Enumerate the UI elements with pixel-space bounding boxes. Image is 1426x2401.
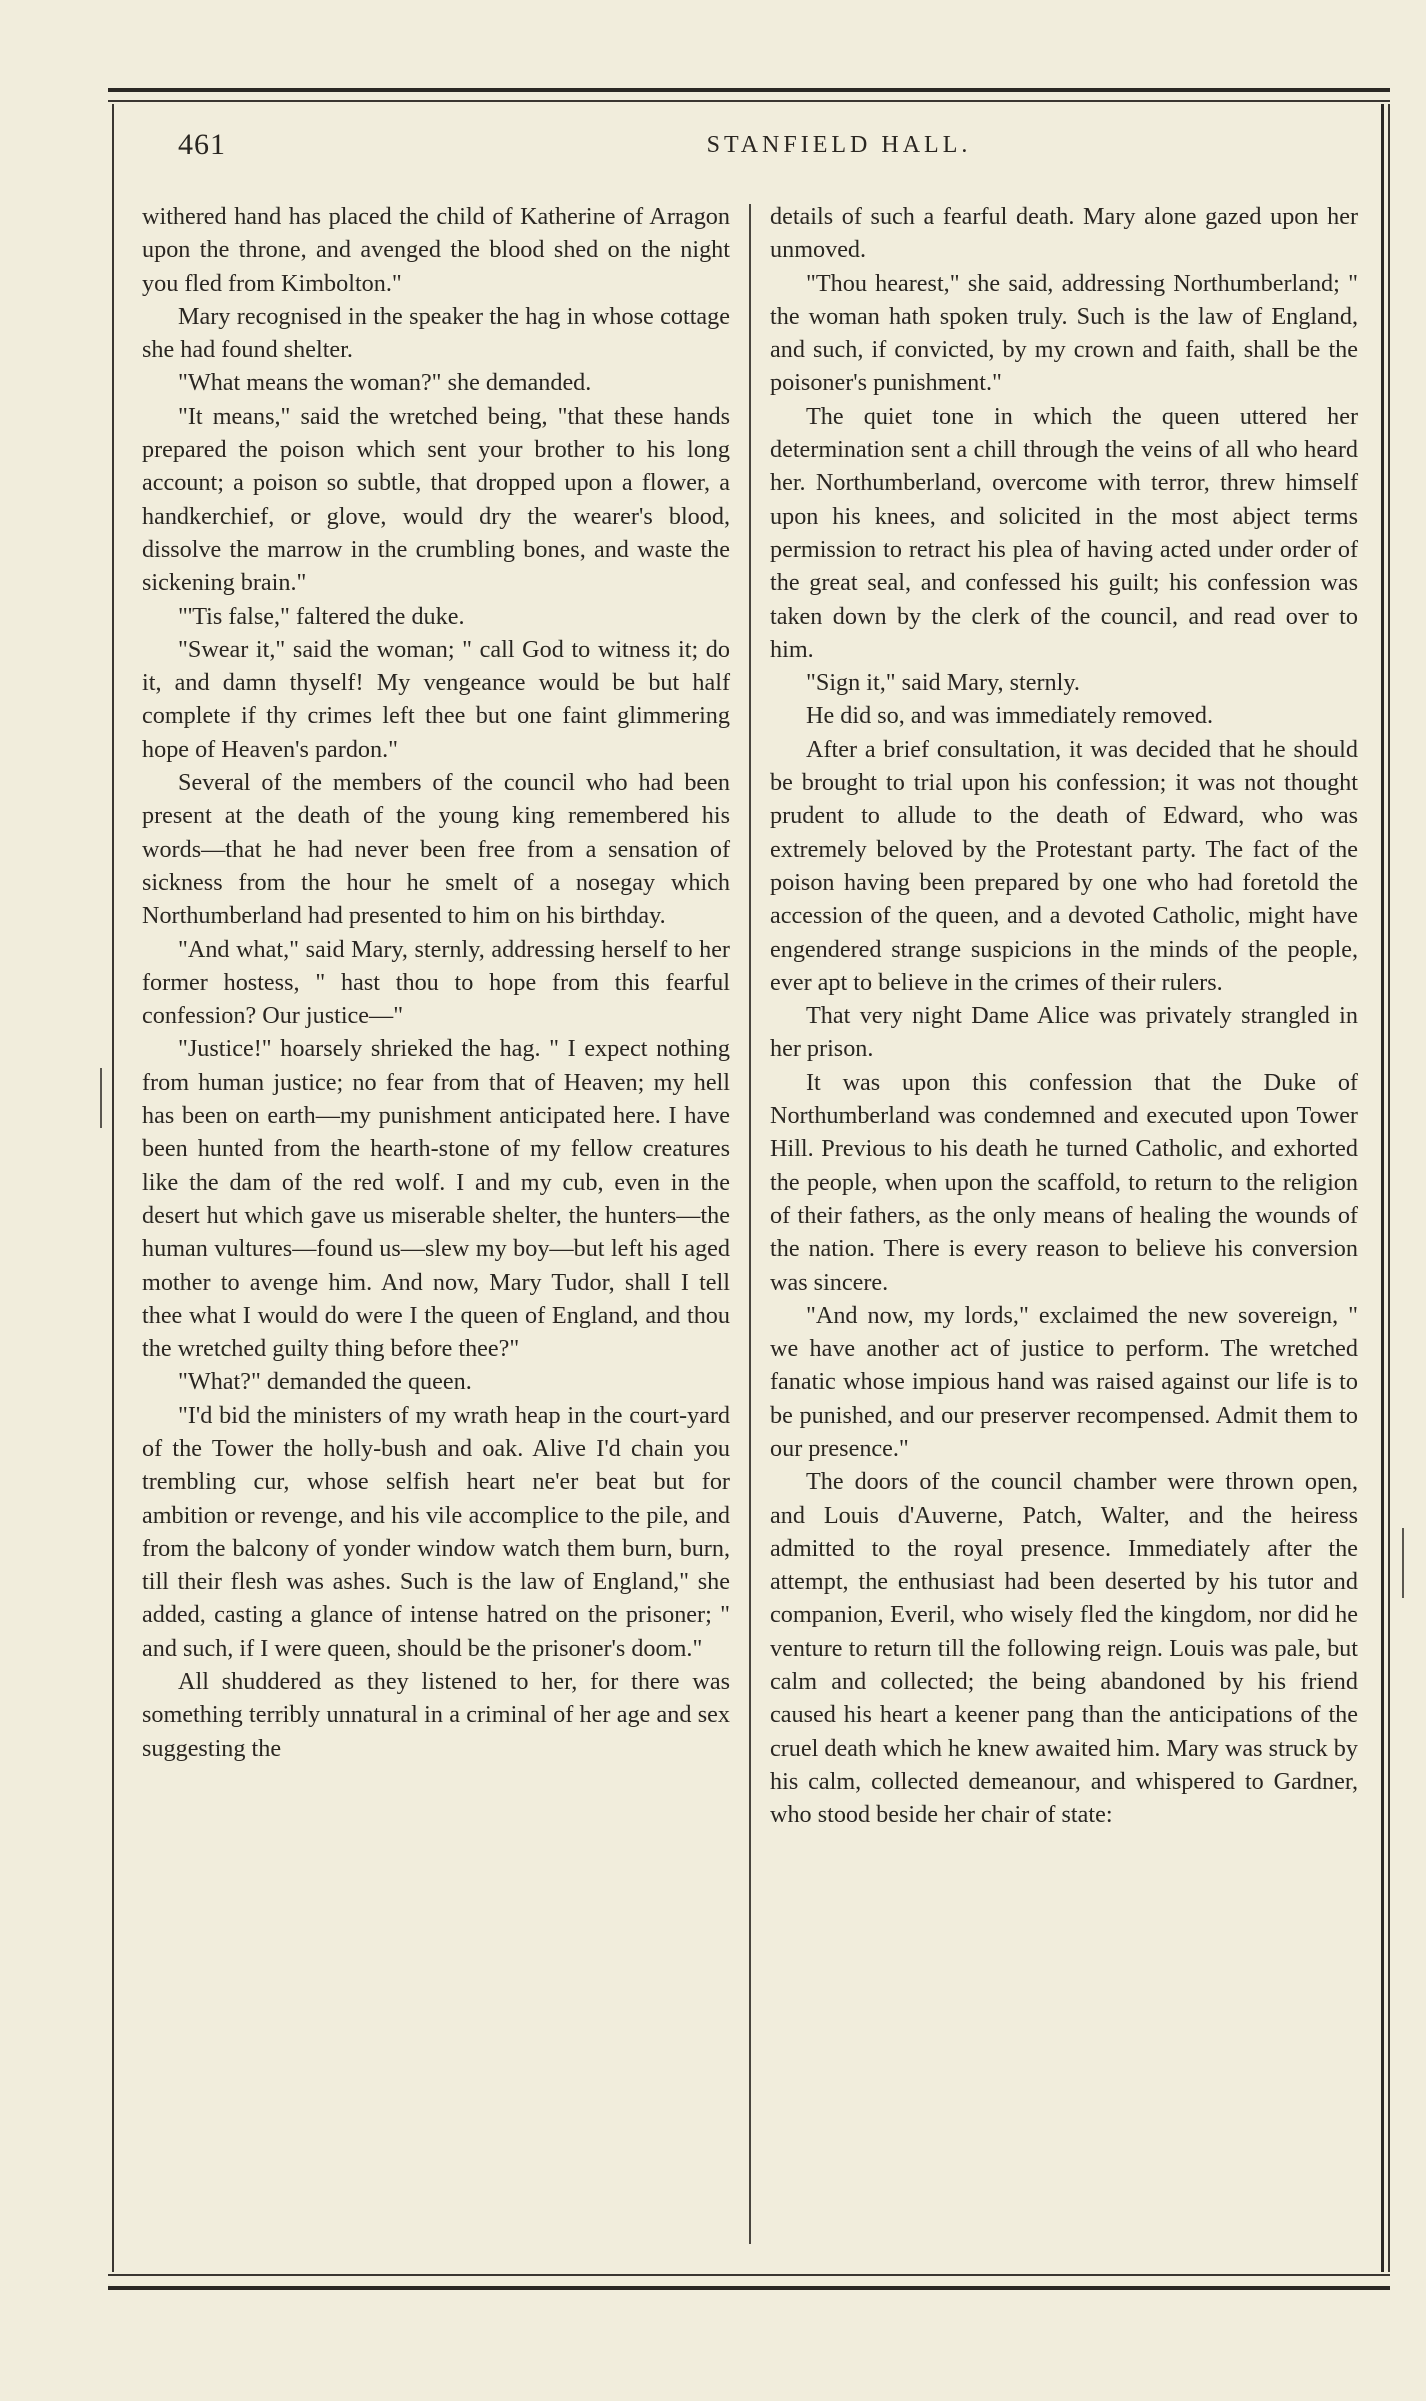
paragraph: details of such a fearful death. Mary alone gazed upon her unmoved. bbox=[770, 203, 1358, 264]
paragraph: "I'd bid the ministers of my wrath heap in the court-yard of the Tower the holly-bush and oak. Alive I'd chain you trembling cur, whose selfish heart ne'er beat but for ambition or revenge, and his vile accomplice to the pile, and from the balcony of yonder window watch them burn, burn, till their flesh was ashes. Such is the law of England," she added, casting a glance of intense hatred on the prisoner; " and such, if I were queen, should be the prisoner's doom." bbox=[142, 1401, 730, 1662]
paragraph: "What means the woman?" she demanded. bbox=[178, 369, 592, 397]
paragraph: The quiet tone in which the queen uttered her determination sent a chill through the veins of all who heard her. Northumberland, overcome with terror, threw himself upon his knees, and solicited in the most abject terms permission to retract his plea of having acted under order of the great seal, and confessed his guilt; his confession was taken down by the clerk of the council, and read over to him. bbox=[770, 402, 1358, 663]
paragraph: "Justice!" hoarsely shrieked the hag. " I expect nothing from human justice; no fear from that of Heaven; my hell has been on earth—my punishment anticipated here. I have been hunted from the hearth-stone of my fellow creatures like the dam of the red wolf. I and my cub, even in the desert hut which gave us miserable shelter, the hunters—the human vultures—found us—slew my boy—but left his aged mother to avenge him. And now, Mary Tudor, shall I tell thee what I would do were I the queen of England, and thou the wretched guilty thing before thee?" bbox=[142, 1035, 730, 1363]
column-divider bbox=[749, 204, 751, 2244]
paragraph: "It means," said the wretched being, "that these hands prepared the poison which sent your brother to his long account; a poison so subtle, that dropped upon a flower, a handkerchief, or glove, would dry the wearer's blood, dissolve the marrow in the crumbling bones, and waste the sickening brain." bbox=[142, 402, 730, 597]
bottom-border-rule-thin bbox=[108, 2274, 1390, 2276]
margin-mark bbox=[1402, 1528, 1404, 1598]
page-frame bbox=[108, 88, 1390, 2290]
paragraph: "What?" demanded the queen. bbox=[178, 1368, 472, 1396]
margin-mark bbox=[100, 1068, 102, 1128]
paragraph: All shuddered as they listened to her, for there was something terribly unnatural in a criminal of her age and sex suggesting the bbox=[142, 1668, 730, 1762]
left-column bbox=[142, 200, 730, 1765]
paragraph: It was upon this confession that the Duke of Northumberland was condemned and executed upon Tower Hill. Previous to his death he turned Catholic, and exhorted the people, when upon the scaffold, to return to the religion of their fathers, as the only means of healing the wounds of the nation. There is every reason to believe his conversion was sincere. bbox=[770, 1068, 1358, 1296]
top-border-rule-thin bbox=[108, 100, 1390, 102]
page-header bbox=[178, 128, 1350, 168]
paragraph: He did so, and was immediately removed. bbox=[806, 702, 1214, 730]
text-columns bbox=[142, 200, 1358, 2260]
paragraph: The doors of the council chamber were thrown open, and Louis d'Auverne, Patch, Walter, and the heiress admitted to the royal presence. Immediately after the attempt, the enthusiast had been deserted by his tutor and companion, Everil, who wisely fled the kingdom, nor did he venture to return till the following reign. Louis was pale, but calm and collected; the being abandoned by his friend caused his heart a keener pang than the anticipations of the cruel death which he knew awaited him. Mary was struck by his calm, collected demeanour, and whispered to Gardner, who stood beside her chair of state: bbox=[770, 1468, 1358, 1829]
right-border-rule bbox=[1381, 104, 1384, 2272]
paragraph: "'Tis false," faltered the duke. bbox=[178, 602, 465, 630]
paragraph: Mary recognised in the speaker the hag in whose cottage she had found shelter. bbox=[142, 302, 730, 364]
paragraph: Several of the members of the council who had been present at the death of the young king remembered his words—that he had never been free from a sensation of sickness from the hour he smelt of a nosegay which Northumberland had presented to him on his birthday. bbox=[142, 769, 730, 930]
page-number: 461 bbox=[178, 128, 226, 161]
paragraph: withered hand has placed the child of Katherine of Arragon upon the throne, and avenged the blood shed on the night you fled from Kimbolton." bbox=[142, 203, 730, 297]
paragraph: "Swear it," said the woman; " call God to witness it; do it, and damn thyself! My vengeance would be but half complete if thy crimes left thee but one faint glimmering hope of Heaven's pardon." bbox=[142, 635, 730, 763]
paragraph: After a brief consultation, it was decided that he should be brought to trial upon his confession; it was not thought prudent to allude to the death of Edward, who was extremely beloved by the Protestant party. The fact of the poison having been prepared by one who had foretold the accession of the queen, and a devoted Catholic, might have engendered strange suspicions in the minds of the people, ever apt to believe in the crimes of their rulers. bbox=[770, 735, 1358, 996]
running-title: STANFIELD HALL. bbox=[706, 132, 972, 158]
right-border-rule-outer bbox=[1388, 104, 1390, 2272]
right-column bbox=[770, 200, 1358, 1832]
bottom-border-rule bbox=[108, 2286, 1390, 2290]
paragraph: "Thou hearest," she said, addressing Northumberland; " the woman hath spoken truly. Such is the law of England, and such, if convicted, by my crown and faith, shall be the poisoner's punishment." bbox=[770, 269, 1358, 397]
paragraph: "Sign it," said Mary, sternly. bbox=[806, 669, 1080, 697]
left-border-rule bbox=[112, 104, 114, 2272]
top-border-rule bbox=[108, 88, 1390, 92]
paragraph: "And what," said Mary, sternly, addressing herself to her former hostess, " hast thou to hope from this fearful confession? Our justice—" bbox=[142, 935, 730, 1030]
paragraph: "And now, my lords," exclaimed the new sovereign, " we have another act of justice to perform. The wretched fanatic whose impious hand was raised against our life is to be punished, and our preserver recompensed. Admit them to our presence." bbox=[770, 1301, 1358, 1462]
paragraph: That very night Dame Alice was privately strangled in her prison. bbox=[770, 1002, 1358, 1063]
